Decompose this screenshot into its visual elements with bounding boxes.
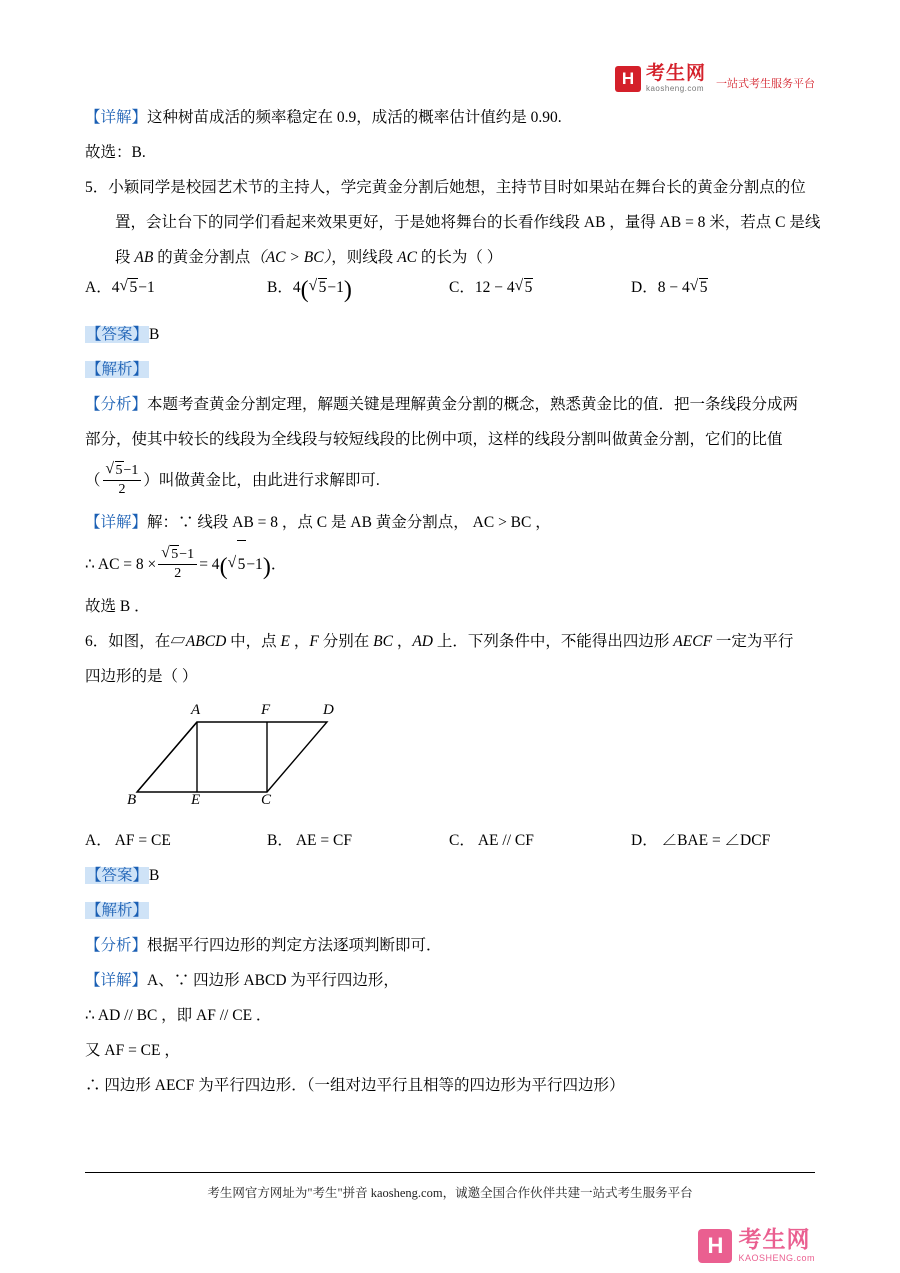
watermark-mark-icon: H (698, 1229, 732, 1263)
q6-t4: 分别在 (318, 633, 374, 650)
watermark-logo (698, 1228, 815, 1263)
q6-answer-value: B (149, 867, 160, 884)
q5-jiexi-line (85, 352, 815, 387)
q5-detail-inner-post: −1 (246, 556, 263, 573)
q5-detail-line2 (85, 540, 815, 589)
sqrt-icon (228, 540, 247, 589)
figure-label-e: E (191, 792, 201, 808)
q6-analysis-line (85, 928, 815, 963)
q4-detail-line (85, 100, 815, 135)
footer-text: 考生网官方网址为"考生"拼音 kaosheng.com，诚邀全国合作伙伴共建一站式考生服务平台 (207, 1186, 693, 1200)
q6-e: E (280, 633, 290, 650)
q6-jiexi-tag: 【解析】 (86, 902, 149, 919)
parallelogram-figure (115, 700, 415, 810)
q5-detail-line1 (85, 505, 815, 540)
q5-seg-ac: AC (397, 249, 417, 266)
q6-stem-line2: 四边形的是（ ） (85, 668, 198, 685)
figure-label-c: C (261, 792, 272, 808)
q6-bc: BC (373, 633, 393, 650)
sqrt-icon (515, 278, 534, 297)
q5-option-d-letter: D． (631, 279, 658, 296)
q6-detail-tag: 【详解】 (85, 972, 148, 989)
logo-slogan: 一站式考生服务平台 (716, 78, 815, 90)
q5-option-b-post: −1 (327, 279, 344, 296)
q5-seg-mid2: ，则线段 (331, 249, 398, 266)
page-footer (0, 1172, 900, 1201)
watermark-title: 考生网 (738, 1226, 811, 1252)
q5-seg-ab: AB (134, 249, 154, 266)
sqrt-icon (106, 461, 124, 480)
q5-stem-text1: 小颖同学是校园艺术节的主持人，学完黄金分割后她想，主持节目时如果站在舞台长的黄金分割点的位 (108, 179, 806, 196)
q5-golden-paren-open: （ (85, 472, 101, 489)
q5-detail-eq-pre: ∴ AC = 8 × (85, 556, 157, 573)
figure-label-f: F (261, 702, 271, 718)
q6-detail-line3: 又 AF = CE ， (85, 1042, 180, 1059)
q6-number: 6． (85, 633, 109, 650)
q6-t7: 得出四边形 (591, 633, 674, 650)
q6-options (85, 824, 815, 858)
q5-analysis-text1: 本题考查黄金分割定理，解题关键是理解黄金分割的概念，熟悉黄金比的值．把一条线段分成两 (147, 396, 799, 413)
q5-option-c-radicand: 5 (524, 279, 533, 296)
q4-answer-line: 故选：B. (85, 144, 146, 161)
q6-option-a[interactable]: A． AF = CE (85, 832, 171, 849)
q6-option-b[interactable]: B． AE = CF (267, 832, 352, 849)
q5-jiexi-tag: 【解析】 (86, 361, 149, 378)
q6-answer-line (85, 858, 815, 893)
q5-seg-cond: （AC > BC） (250, 249, 332, 266)
q5-analysis-line3 (85, 457, 815, 505)
q5-golden-text: ）叫做黄金比，由此进行求解即可. (143, 472, 380, 489)
q4-detail-tag: 【详解】 (85, 109, 148, 126)
q6-detail-line2: ∴ AD // BC ，即 AF // CE ． (85, 1007, 272, 1024)
q6-abcd: ABCD (185, 633, 227, 650)
paren-close: ) (343, 277, 352, 303)
q6-jiexi-line (85, 893, 815, 928)
logo-mark-icon: H (615, 66, 641, 92)
q6-f: F (309, 633, 319, 650)
q5-option-a-radicand: 5 (129, 279, 138, 296)
logo-title: 考生网 (645, 63, 706, 84)
q5-conclusion: 故选 B ． (85, 598, 150, 615)
q5-options (85, 275, 815, 317)
q5-option-c-letter: C． (449, 279, 475, 296)
q5-golden-radicand: 5 (115, 463, 123, 479)
parallelogram-symbol-icon: ▱ (170, 633, 186, 650)
detail-fraction (158, 545, 197, 583)
q5-detail-radicand: 5 (171, 547, 179, 563)
fraction-numerator (158, 545, 197, 565)
q5-option-d[interactable] (631, 275, 708, 297)
q5-detail-tag: 【详解】 (85, 514, 148, 531)
sqrt-icon (161, 545, 179, 564)
q4-detail-text: 这种树苗成活的频率稳定在 0.9，成活的概率估计值约是 0.90. (147, 109, 562, 126)
q6-option-c[interactable]: C． AE // CF (449, 832, 534, 849)
q6-t2: 中，点 (226, 633, 281, 650)
q5-option-a-post: −1 (138, 279, 155, 296)
q5-analysis-line2: 部分，使其中较长的线段为全线段与较短线段的比例中项，这样的线段分割叫做黄金分割，它们的比值 (85, 431, 783, 448)
q5-stem-line2: 置，会让台下的同学们看起来效果更好，于是她将舞台的长看作线段 AB ，量得 AB = 8 米，若点 C 是线 (115, 214, 821, 231)
logo-subtitle: kaosheng.com (645, 84, 705, 93)
q5-option-a-letter: A． (85, 279, 112, 296)
figure-label-d: D (323, 702, 334, 718)
q6-analysis-text: 根据平行四边形的判定方法逐项判断即可． (147, 937, 442, 954)
paren-close: ) (262, 554, 271, 580)
q5-detail-eq-end: ． (270, 556, 287, 573)
q6-option-d[interactable]: D． ∠BAE = ∠DCF (631, 832, 771, 849)
fraction-denominator: 2 (174, 566, 182, 582)
watermark-text (738, 1228, 815, 1263)
q6-stem-line1 (85, 624, 815, 659)
q5-option-a[interactable] (85, 275, 155, 297)
q6-ad: AD (412, 633, 433, 650)
q6-t6: 上．下列条件中， (433, 633, 561, 650)
q5-option-b-coef: 4 (292, 279, 301, 296)
sqrt-icon (309, 278, 328, 297)
golden-ratio-fraction (103, 461, 142, 499)
fraction-denominator: 2 (118, 482, 126, 498)
q5-detail-inner-radicand: 5 (237, 540, 247, 589)
q6-aecf: AECF (673, 633, 713, 650)
q5-option-c-pre: 12 − 4 (474, 279, 515, 296)
q5-stem-line3 (85, 240, 815, 275)
q5-stem-line1 (85, 170, 815, 205)
q6-t5: ， (392, 633, 413, 650)
q5-detail-eq-mid: = 4 (199, 556, 220, 573)
q5-answer-line (85, 317, 815, 352)
q6-detail-line1 (85, 963, 815, 998)
watermark-subtitle: KAOSHENG.com (738, 1253, 815, 1263)
q5-answer-tag: 【答案】 (86, 326, 149, 343)
q5-option-c[interactable] (449, 275, 533, 297)
q5-option-d-pre: 8 − 4 (657, 279, 690, 296)
q5-seg-label: 段 (115, 249, 135, 266)
paren-open: ( (300, 277, 309, 303)
q6-analysis-tag: 【分析】 (85, 937, 148, 954)
sqrt-icon (690, 278, 709, 297)
q6-t8: 一定为平行 (712, 633, 794, 650)
q6-t3: ， (290, 633, 310, 650)
q5-analysis-tag: 【分析】 (85, 396, 148, 413)
q5-option-a-coef: 4 (111, 279, 120, 296)
q5-seg-tail: 的长为（ ） (417, 249, 503, 266)
document-body (85, 100, 821, 1103)
fraction-numerator (103, 461, 142, 481)
q5-option-b[interactable] (267, 275, 352, 302)
footer-divider (85, 1172, 815, 1173)
paren-open: ( (219, 554, 228, 580)
q5-option-b-radicand: 5 (318, 279, 327, 296)
figure-label-a: A (191, 702, 201, 718)
q5-seg-mid: 的黄金分割点 (153, 249, 251, 266)
q6-t1: 如图，在 (108, 633, 171, 650)
q5-detail-text1: 解：∵ 线段 AB = 8 ，点 C 是 AB 黄金分割点， AC > BC ， (147, 514, 551, 531)
figure-label-b: B (127, 792, 137, 808)
sqrt-icon (119, 278, 138, 297)
q5-number: 5． (85, 179, 109, 196)
q5-analysis-line1 (85, 387, 815, 422)
q6-detail-line4: ∴ 四边形 AECF 为平行四边形．（一组对边平行且相等的四边形为平行四边形） (85, 1077, 625, 1094)
logo-text (646, 64, 706, 93)
site-logo (615, 64, 815, 93)
q5-option-b-letter: B． (267, 279, 293, 296)
q5-detail-num-suffix: −1 (179, 547, 195, 563)
q5-golden-num-suffix: −1 (123, 463, 139, 479)
q5-answer-value: B (149, 326, 160, 343)
q6-emphasis: 不能 .. (561, 633, 592, 650)
q6-answer-tag: 【答案】 (86, 867, 149, 884)
q5-option-d-radicand: 5 (699, 279, 708, 296)
q6-detail-text1: A、∵ 四边形 ABCD 为平行四边形， (147, 972, 399, 989)
